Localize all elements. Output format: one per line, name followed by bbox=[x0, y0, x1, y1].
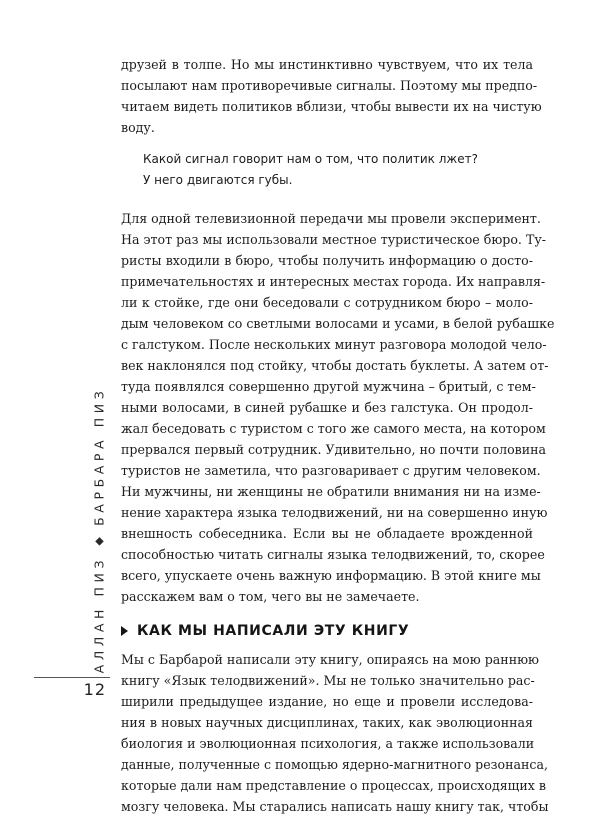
diamond-separator-icon bbox=[95, 537, 103, 545]
text-line: друзей в толпе. Но мы инстинктивно чувствуем, что их тела bbox=[121, 57, 533, 72]
text-line: воду. bbox=[121, 120, 155, 135]
text-line: ли к стойке, где они беседовали с сотрудником бюро – моло- bbox=[121, 295, 533, 310]
section-heading-text: КАК МЫ НАПИСАЛИ ЭТУ КНИГУ bbox=[137, 623, 410, 639]
text-line: ными волосами, в синей рубашке и без галстука. Он продол- bbox=[121, 400, 533, 415]
text-line: с галстуком. После нескольких минут разговора молодой чело- bbox=[121, 337, 547, 352]
text-line: дым человеком со светлыми волосами и усами, в белой рубашке bbox=[121, 316, 555, 331]
page-body bbox=[121, 54, 555, 817]
joke-block bbox=[143, 149, 533, 191]
text-line: жал беседовать с туристом с того же самого места, на котором bbox=[121, 421, 546, 436]
text-line: расскажем вам о том, чего вы не замечаете. bbox=[121, 589, 420, 604]
text-line: которые дали нам представление о процессах, происходящих в bbox=[121, 778, 546, 793]
text-line: всего, упускаете очень важную информацию. В этой книге мы bbox=[121, 568, 541, 583]
text-line: посылают нам противоречивые сигналы. Поэтому мы предпо- bbox=[121, 78, 538, 93]
text-line: способностью читать сигналы языка телодвижений, то, скорее bbox=[121, 547, 545, 562]
text-line: Ни мужчины, ни женщины не обратили внимания ни на изме- bbox=[121, 484, 541, 499]
text-line: туда появлялся совершенно другой мужчина – бритый, с тем- bbox=[121, 379, 536, 394]
text-line: Мы с Барбарой написали эту книгу, опираясь на мою раннюю bbox=[121, 652, 540, 667]
text-line: Для одной телевизионной передачи мы провели эксперимент. bbox=[121, 211, 541, 226]
joke-answer: У него двигаются губы. bbox=[143, 173, 293, 187]
paragraph-3 bbox=[121, 649, 549, 817]
text-line: внешность собеседника. Если вы не обладаете врожденной bbox=[121, 526, 533, 541]
section-heading bbox=[121, 623, 533, 639]
text-line: биология и эволюционная психология, а также использовали bbox=[121, 736, 535, 751]
text-line: На этот раз мы использовали местное туристическое бюро. Ту- bbox=[121, 232, 547, 247]
paragraph-2 bbox=[121, 208, 555, 607]
text-line: век наклонялся под стойку, чтобы достать буклеты. А затем от- bbox=[121, 358, 549, 373]
joke-question: Какой сигнал говорит нам о том, что политик лжет? bbox=[143, 152, 478, 166]
running-head-author: АЛЛАН ПИЗ bbox=[91, 555, 107, 674]
running-head bbox=[92, 387, 107, 674]
triangle-bullet-icon bbox=[121, 626, 128, 636]
text-line: примечательностях и интересных местах города. Их направля- bbox=[121, 274, 546, 289]
text-line: мозгу человека. Мы старались написать нашу книгу так, чтобы bbox=[121, 799, 549, 814]
text-line: ния в новых научных дисциплинах, таких, как эволюционная bbox=[121, 715, 533, 730]
paragraph-1 bbox=[121, 54, 542, 138]
text-line: нение характера языка телодвижений, ни на совершенно иную bbox=[121, 505, 548, 520]
text-line: прервался первый сотрудник. Удивительно, но почти половина bbox=[121, 442, 547, 457]
running-head-coauthor: БАРБАРА ПИЗ bbox=[91, 386, 107, 526]
text-line: книгу «Язык телодвижений». Мы не только значительно рас- bbox=[121, 673, 535, 688]
text-line: данные, полученные с помощью ядерно-магнитного резонанса, bbox=[121, 757, 548, 772]
page-number: 12 bbox=[83, 680, 106, 699]
text-line: ристы входили в бюро, чтобы получить информацию о досто- bbox=[121, 253, 533, 268]
text-line: ширили предыдущее издание, но еще и провели исследова- bbox=[121, 694, 533, 709]
text-line: читаем видеть политиков вблизи, чтобы вывести их на чистую bbox=[121, 99, 542, 114]
text-line: туристов не заметила, что разговаривает с другим человеком. bbox=[121, 463, 541, 478]
page-number-rule bbox=[34, 677, 110, 678]
